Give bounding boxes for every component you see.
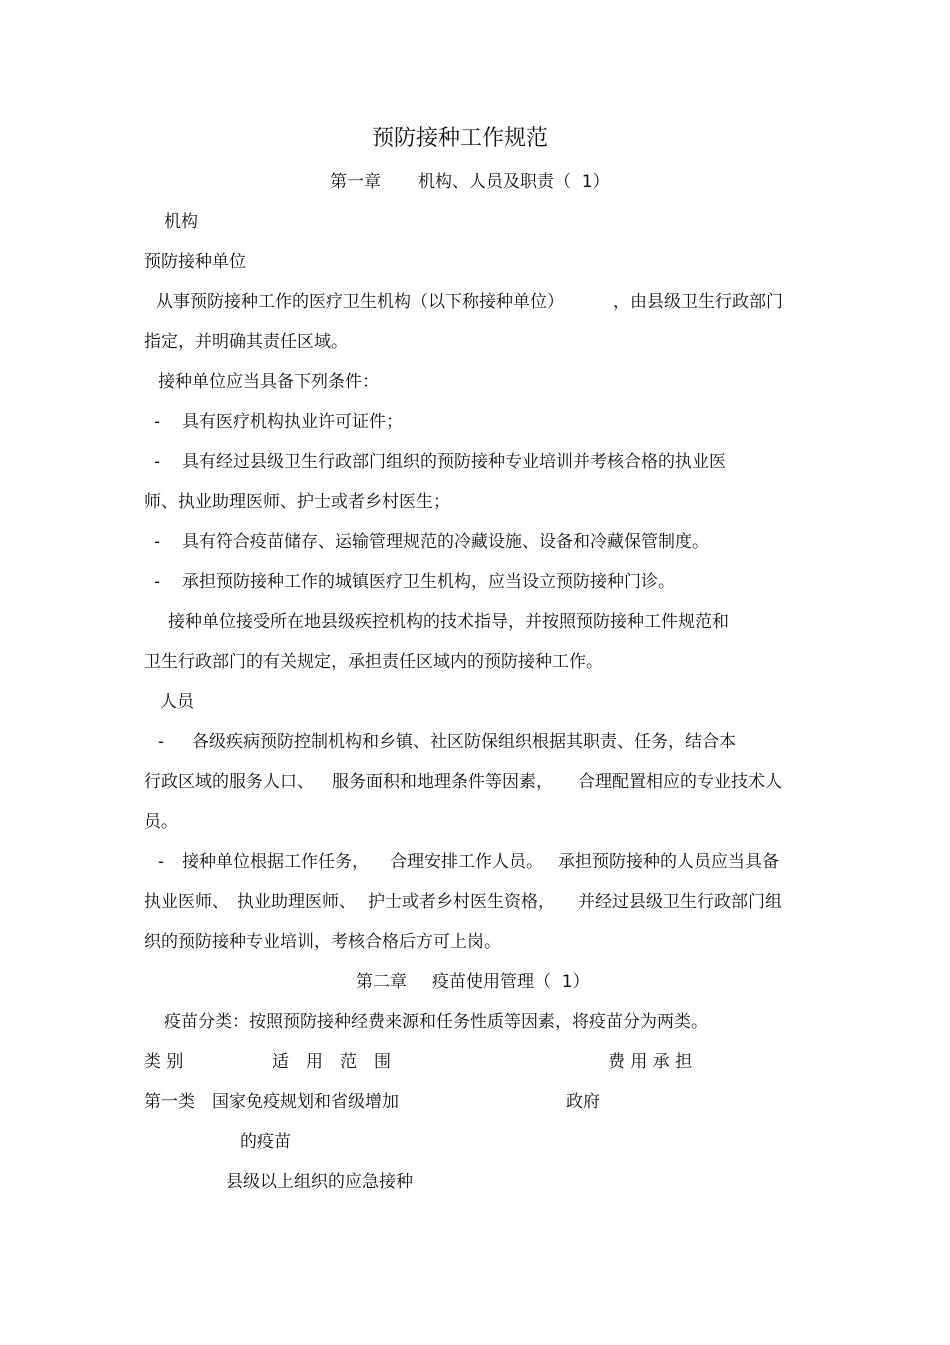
para2-line2: 卫生行政部门的有关规定，承担责任区域内的预防接种工作。 <box>144 652 603 672</box>
table-row1-payer: 政府 <box>566 1092 600 1112</box>
vaccine-classification: 疫苗分类：按照预防接种经费来源和任务性质等因素，将疫苗分为两类。 <box>164 1012 708 1032</box>
staff-para2-line3: 织的预防接种专业培训，考核合格后方可上岗。 <box>144 932 501 952</box>
staff-para1-line1: 各级疾病预防控制机构和乡镇、社区防保组织根据其职责、任务，结合本 <box>192 732 736 752</box>
bullet-dash: - <box>158 852 165 872</box>
chapter2-title: 疫苗使用管理（ 1） <box>432 972 590 992</box>
condition-2-line2: 师、执业助理医师、护士或者乡村医生； <box>144 492 450 512</box>
condition-1: 具有医疗机构执业许可证件； <box>182 412 403 432</box>
para1-line1-part1: 从事预防接种工作的医疗卫生机构（以下称接种单位） <box>156 292 564 312</box>
bullet-dash: - <box>154 532 161 552</box>
staff-para2-line2-part3: 护士或者乡村医生资格， <box>368 892 555 912</box>
para2-line1: 接种单位接受所在地县级疾控机构的技术指导，并按照预防接种工件规范和 <box>168 612 729 632</box>
staff-para1-line2-part1: 行政区域的服务人口、 <box>144 772 314 792</box>
table-header-category: 类 别 <box>144 1052 184 1072</box>
para1-line2: 指定，并明确其责任区域。 <box>144 332 348 352</box>
chapter1-title: 机构、人员及职责（ 1） <box>418 172 610 192</box>
condition-2-line1: 具有经过县级卫生行政部门组织的预防接种专业培训并考核合格的执业医 <box>182 452 726 472</box>
staff-para2-line2-part1: 执业医师、 <box>144 892 229 912</box>
table-row1-category: 第一类 <box>144 1092 195 1112</box>
staff-para1-line3: 员。 <box>144 812 178 832</box>
staff-para2-line2-part4: 并经过县级卫生行政部门组 <box>578 892 782 912</box>
staff-para2-line1-part1: 接种单位根据工作任务， <box>182 852 369 872</box>
bullet-dash: - <box>154 412 161 432</box>
staff-para2-line1-part3: 承担预防接种的人员应当具备 <box>558 852 779 872</box>
staff-para1-line2-part2: 服务面积和地理条件等因素， <box>332 772 553 792</box>
subsection-heading-unit: 预防接种单位 <box>144 252 246 272</box>
table-row1-scope-line3: 县级以上组织的应急接种 <box>226 1172 413 1192</box>
bullet-dash: - <box>158 732 165 752</box>
table-header-scope: 适 用 范 围 <box>272 1052 391 1072</box>
bullet-dash: - <box>154 452 161 472</box>
staff-para1-line2-part3: 合理配置相应的专业技术人 <box>578 772 782 792</box>
section-heading-staff: 人员 <box>160 692 194 712</box>
conditions-intro: 接种单位应当具备下列条件： <box>158 372 379 392</box>
bullet-dash: - <box>154 572 161 592</box>
table-header-payer: 费 用 承 担 <box>608 1052 693 1072</box>
chapter1-label: 第一章 <box>330 172 381 192</box>
table-row1-scope-line1: 国家免疫规划和省级增加 <box>212 1092 399 1112</box>
chapter2-label: 第二章 <box>356 972 407 992</box>
page-title: 预防接种工作规范 <box>372 126 549 151</box>
staff-para2-line1-part2: 合理安排工作人员。 <box>390 852 543 872</box>
table-row1-scope-line2: 的疫苗 <box>240 1132 291 1152</box>
condition-3: 具有符合疫苗储存、运输管理规范的冷藏设施、设备和冷藏保管制度。 <box>182 532 709 552</box>
condition-4: 承担预防接种工作的城镇医疗卫生机构，应当设立预防接种门诊。 <box>182 572 675 592</box>
section-heading-org: 机构 <box>164 212 198 232</box>
para1-line1-part2: ，由县级卫生行政部门 <box>613 292 783 312</box>
staff-para2-line2-part2: 执业助理医师、 <box>237 892 356 912</box>
